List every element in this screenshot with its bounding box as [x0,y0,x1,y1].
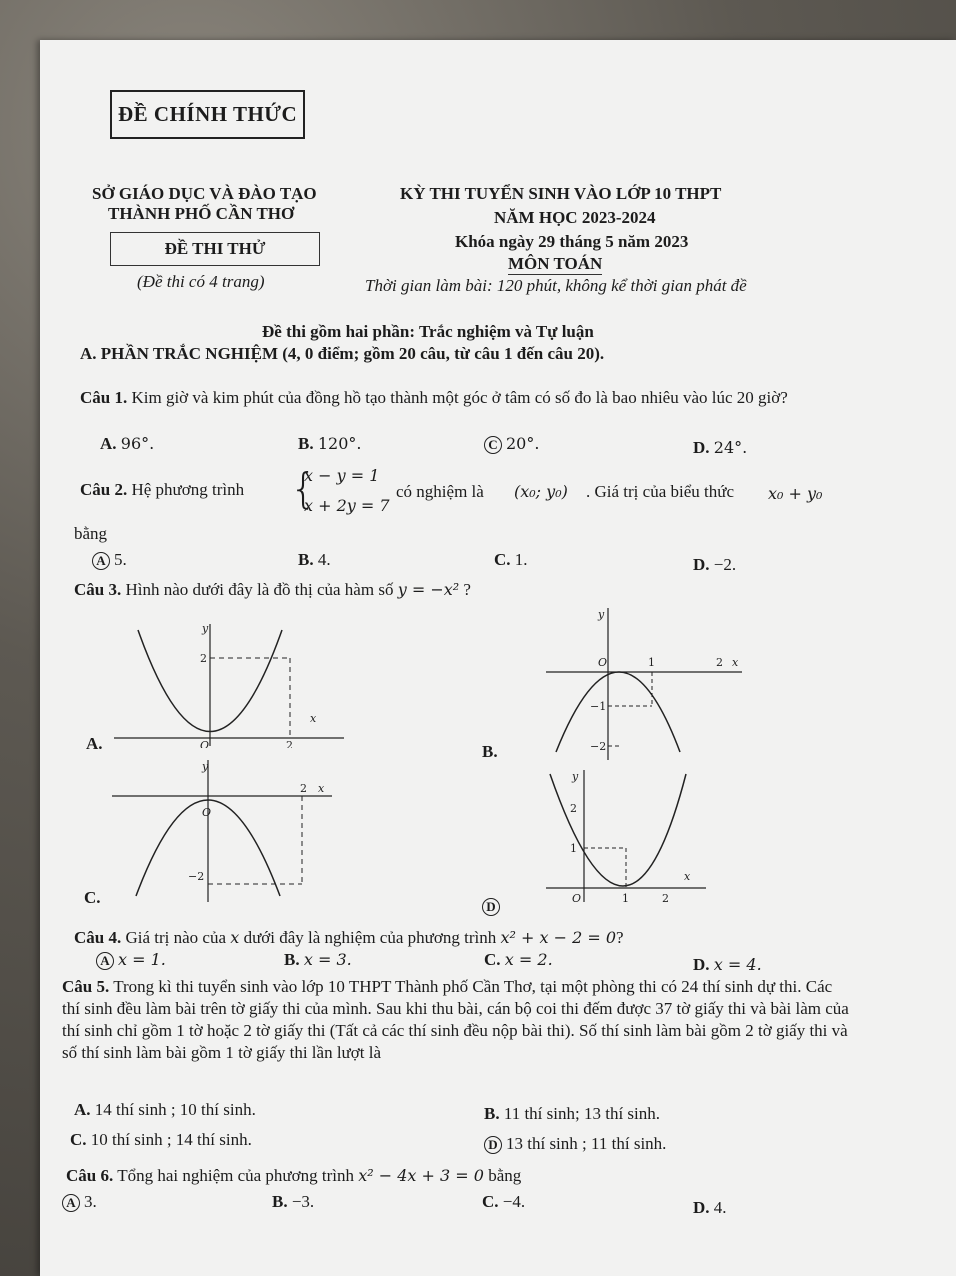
q2-option-c: C. 1. [494,550,528,569]
q4-option-a: A x = 1. [96,950,166,970]
selected-answer-circle: D [484,1136,502,1154]
svg-text:x: x [318,782,325,795]
question-2-tail: . Giá trị của biểu thức [586,482,734,501]
q4-option-d: D. x = 4. [693,955,762,974]
system-brace: { [290,464,317,513]
q2-option-d: D. −2. [693,555,737,574]
graph-c [106,756,336,906]
department-name: SỞ GIÁO DỤC VÀ ĐÀO TẠO [92,184,317,203]
question-3: Câu 3. Hình nào dưới đây là đồ thị của hàm số y = −x² ? [74,580,471,599]
svg-text:y: y [202,760,209,773]
svg-text:y: y [598,608,605,621]
svg-text:−1: −1 [590,700,607,713]
svg-text:−2: −2 [188,870,205,883]
city-name: THÀNH PHỐ CẦN THƠ [108,204,295,223]
q6-option-a: A 3. [62,1192,97,1212]
q1-option-c: C 20°. [484,434,539,454]
svg-text:x: x [310,712,317,725]
graph-c-label: C. [84,888,101,907]
svg-text:O: O [572,892,582,905]
school-year: NĂM HỌC 2023-2024 [494,208,656,227]
q2-option-b: B. 4. [298,550,331,569]
official-stamp: ĐỀ CHÍNH THỨC [110,90,305,139]
subject-name: MÔN TOÁN [508,254,603,273]
graph-d-label [482,896,504,916]
q1-option-a: A. 96°. [100,434,155,453]
svg-text:y: y [202,622,209,635]
question-1 [80,388,850,408]
q1-option-d: D. 24°. [693,438,748,457]
q5-option-b: B. 11 thí sinh; 13 thí sinh. [484,1104,661,1123]
svg-text:O: O [202,806,212,819]
q6-option-b: B. −3. [272,1192,315,1211]
svg-text:2: 2 [662,892,669,905]
graph-b [536,602,746,762]
svg-text:y: y [572,770,579,783]
q2-option-a: A 5. [92,550,127,570]
trial-exam-label: ĐỀ THI THỬ [110,232,320,266]
question-1-text: Kim giờ và kim phút của đồng hồ tạo thành một góc ở tâm có số đo là bao nhiêu vào lúc 20 giờ? [131,388,788,407]
svg-text:2: 2 [570,802,577,815]
question-2-mid: có nghiệm là [396,482,484,501]
selected-answer-circle: A [62,1194,80,1212]
question-6: Câu 6. Tổng hai nghiệm của phương trình x² − 4x + 3 = 0 bằng [66,1166,522,1185]
svg-text:2: 2 [200,652,207,665]
graph-d [540,766,710,906]
graph-b-curve [556,672,680,752]
q4-option-c: C. x = 2. [484,950,553,969]
exam-title: KỲ THI TUYỂN SINH VÀO LỚP 10 THPT [400,184,722,203]
svg-text:O: O [598,656,608,669]
page-count-note: (Đề thi có 4 trang) [137,272,265,291]
exam-structure-note: Đề thi gồm hai phần: Trắc nghiệm và Tự luận [262,322,594,341]
svg-text:2: 2 [300,782,307,795]
q1-option-b: B. 120°. [298,434,362,453]
time-note: Thời gian làm bài: 120 phút, không kể thời gian phát đề [365,276,747,295]
graph-a-label: A. [86,734,103,753]
selected-answer-circle: A [96,952,114,970]
section-a-title: A. PHẦN TRẮC NGHIỆM (4, 0 điểm; gồm 20 câu, từ câu 1 đến câu 20). [80,344,605,363]
svg-text:2: 2 [716,656,723,669]
q6-option-d: D. 4. [693,1198,727,1217]
q5-option-d: D 13 thí sinh ; 11 thí sinh. [484,1134,666,1154]
question-1-number: Câu 1. [80,388,128,407]
question-4: Câu 4. Giá trị nào của x dưới đây là nghiệm của phương trình x² + x − 2 = 0? [74,928,624,947]
solution-pair: (x₀; y₀) [514,482,568,501]
graph-b-label: B. [482,742,498,761]
exam-date: Khóa ngày 29 tháng 5 năm 2023 [455,232,689,251]
question-2-end: bằng [74,524,108,543]
svg-text:1: 1 [648,656,655,669]
svg-text:2: 2 [286,739,293,748]
selected-answer-circle: A [92,552,110,570]
q5-option-a: A. 14 thí sinh ; 10 thí sinh. [74,1100,256,1119]
svg-text:−2: −2 [590,740,607,753]
svg-text:1: 1 [622,892,629,905]
sum-expression: x₀ + y₀ [768,484,823,503]
equation-1: x − y = 1 [304,466,380,485]
svg-text:x: x [732,656,739,669]
svg-text:1: 1 [570,842,577,855]
selected-answer-circle: C [484,436,502,454]
graph-a [108,618,348,748]
selected-answer-circle: D [482,898,500,916]
equation-2: x + 2y = 7 [304,496,390,515]
svg-text:O: O [200,739,210,748]
q4-option-b: B. x = 3. [284,950,352,969]
q5-option-c: C. 10 thí sinh ; 14 thí sinh. [70,1130,252,1149]
question-5: Câu 5. Trong kì thi tuyển sinh vào lớp 10 THPT Thành phố Cần Thơ, tại một phòng thi có 24 thí sinh dự thi. Các thí sinh đều làm bài trên tờ giấy thi của mình. Sau khi thu bài, cán bộ coi thi đếm được 37 tờ giấy thi và bài làm của thí sinh chỉ gồm 1 tờ hoặc 2 tờ giấy thi (Tất cả các thí sinh đều nộp bài thi). Số thí sinh làm bài gồm 2 tờ giấy thi và số thí sinh làm bài gồm 1 tờ giấy thi lần lượt là [62,977,849,1062]
graph-d-curve [550,774,686,886]
question-2-lead: Câu 2. Hệ phương trình [80,480,245,499]
q6-option-c: C. −4. [482,1192,526,1211]
svg-text:x: x [684,870,691,883]
